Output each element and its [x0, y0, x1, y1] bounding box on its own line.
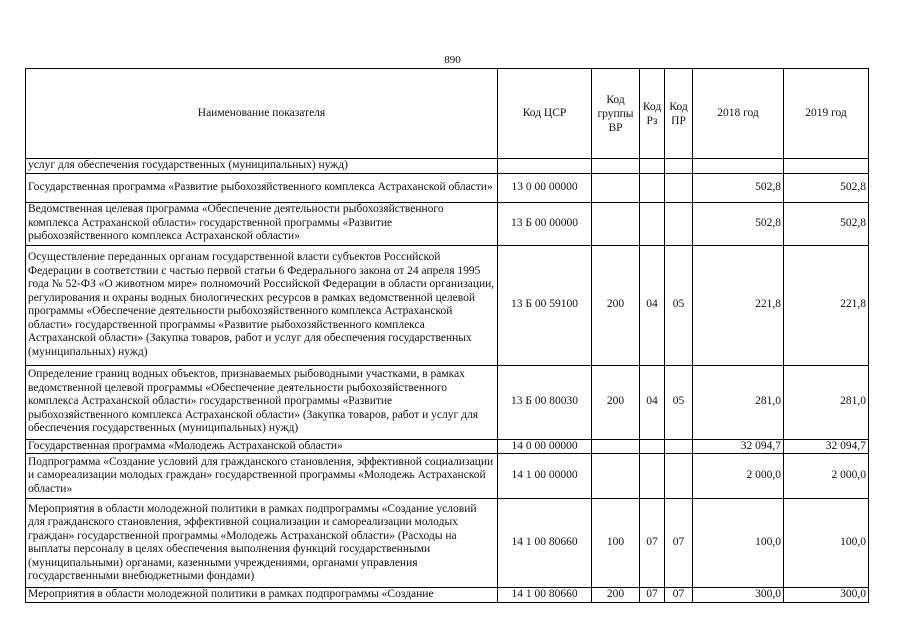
cell-rz: 07 [640, 588, 665, 603]
cell-pr: 05 [665, 365, 693, 439]
cell-pr [665, 202, 693, 245]
cell-vr: 100 [592, 499, 640, 588]
cell-pr [665, 173, 693, 202]
header-rz: Код Рз [640, 69, 665, 159]
header-pr: Код ПР [665, 69, 693, 159]
cell-csr: 13 Б 00 00000 [498, 202, 592, 245]
budget-table [25, 68, 869, 603]
table-row [26, 499, 869, 588]
cell-2018: 32 094,7 [693, 439, 784, 454]
cell-vr [592, 454, 640, 499]
cell-2019: 300,0 [784, 588, 869, 603]
table-row [26, 365, 869, 439]
cell-2018: 100,0 [693, 499, 784, 588]
cell-vr: 200 [592, 245, 640, 365]
cell-csr: 14 1 00 80660 [498, 499, 592, 588]
cell-2019: 221,8 [784, 245, 869, 365]
cell-rz [640, 439, 665, 454]
cell-2019: 100,0 [784, 499, 869, 588]
cell-2019: 2 000,0 [784, 454, 869, 499]
table-row [26, 159, 869, 174]
cell-2018: 502,8 [693, 173, 784, 202]
table-row [26, 588, 869, 603]
cell-name: Подпрограмма «Создание условий для гражданского становления, эффективной социализации и самореализации молодых граждан» государственной программы «Молодежь Астраханской области» [26, 454, 498, 499]
cell-csr [498, 159, 592, 174]
cell-2018: 221,8 [693, 245, 784, 365]
cell-name: Определение границ водных объектов, признаваемых рыбоводными участками, в рамках ведомственной целевой программы «Обеспечение деятельности рыбохозяйственного комплекса Астраханской области» государственной программы «Развитие рыбохозяйственного комплекса Астраханской области» (Закупка товаров, работ и услуг для обеспечения государственных (муниципальных) нужд) [26, 365, 498, 439]
header-2019: 2019 год [784, 69, 869, 159]
cell-csr: 13 Б 00 80030 [498, 365, 592, 439]
cell-name: Мероприятия в области молодежной политики в рамках подпрограммы «Создание [26, 588, 498, 603]
cell-rz: 07 [640, 499, 665, 588]
cell-2018: 300,0 [693, 588, 784, 603]
cell-name: Государственная программа «Развитие рыбохозяйственного комплекса Астраханской области» [26, 173, 498, 202]
cell-rz [640, 202, 665, 245]
cell-2019: 502,8 [784, 202, 869, 245]
cell-rz [640, 159, 665, 174]
cell-pr [665, 159, 693, 174]
cell-name: Государственная программа «Молодежь Астраханской области» [26, 439, 498, 454]
cell-pr: 07 [665, 499, 693, 588]
cell-csr: 14 1 00 80660 [498, 588, 592, 603]
table-row [26, 173, 869, 202]
cell-csr: 14 1 00 00000 [498, 454, 592, 499]
cell-2018: 502,8 [693, 202, 784, 245]
cell-pr [665, 439, 693, 454]
table-row [26, 439, 869, 454]
cell-rz: 04 [640, 245, 665, 365]
cell-2018: 2 000,0 [693, 454, 784, 499]
cell-name: Осуществление переданных органам государственной власти субъектов Российской Федерации в соответствии с частью первой статьи 6 Федерального закона от 24 апреля 1995 года № 52-ФЗ «О животном мире» полномочий Российской Федерации в области организации, регулирования и охраны водных биологических ресурсов в рамках ведомственной целевой программы «Обеспечение деятельности рыбохозяйственного комплекса Астраханской области» государственной программы «Развитие рыбохозяйственного комплекса Астраханской области» (Закупка товаров, работ и услуг для обеспечения государственных (муниципальных) нужд) [26, 245, 498, 365]
cell-pr: 05 [665, 245, 693, 365]
cell-csr: 14 0 00 00000 [498, 439, 592, 454]
cell-2018: 281,0 [693, 365, 784, 439]
cell-rz [640, 454, 665, 499]
cell-2019: 502,8 [784, 173, 869, 202]
header-csr: Код ЦСР [498, 69, 592, 159]
cell-vr [592, 439, 640, 454]
header-vr: Код группы ВР [592, 69, 640, 159]
cell-rz [640, 173, 665, 202]
table-row [26, 202, 869, 245]
cell-2018 [693, 159, 784, 174]
cell-2019: 32 094,7 [784, 439, 869, 454]
cell-pr: 07 [665, 588, 693, 603]
cell-vr [592, 159, 640, 174]
page-number: 890 [444, 54, 461, 66]
cell-vr: 200 [592, 365, 640, 439]
cell-name: услуг для обеспечения государственных (муниципальных) нужд) [26, 159, 498, 174]
header-name: Наименование показателя [26, 69, 498, 159]
table-row [26, 454, 869, 499]
table-header-row [26, 69, 869, 159]
cell-csr: 13 0 00 00000 [498, 173, 592, 202]
cell-name: Ведомственная целевая программа «Обеспечение деятельности рыбохозяйственного комплекса Астраханской области» государственной программы «Развитие рыбохозяйственного комплекса Астраханской области» [26, 202, 498, 245]
cell-rz: 04 [640, 365, 665, 439]
cell-vr [592, 202, 640, 245]
cell-csr: 13 Б 00 59100 [498, 245, 592, 365]
cell-pr [665, 454, 693, 499]
cell-vr: 200 [592, 588, 640, 603]
header-2018: 2018 год [693, 69, 784, 159]
cell-2019 [784, 159, 869, 174]
cell-vr [592, 173, 640, 202]
cell-2019: 281,0 [784, 365, 869, 439]
table-row [26, 245, 869, 365]
cell-name: Мероприятия в области молодежной политики в рамках подпрограммы «Создание условий для гражданского становления, эффективной социализации и самореализации молодых граждан» государственной программы «Молодежь Астраханской области» (Расходы на выплаты персоналу в целях обеспечения выполнения функций государственными (муниципальными) органами, казенными учреждениями, органами управления государственными внебюджетными фондами) [26, 499, 498, 588]
